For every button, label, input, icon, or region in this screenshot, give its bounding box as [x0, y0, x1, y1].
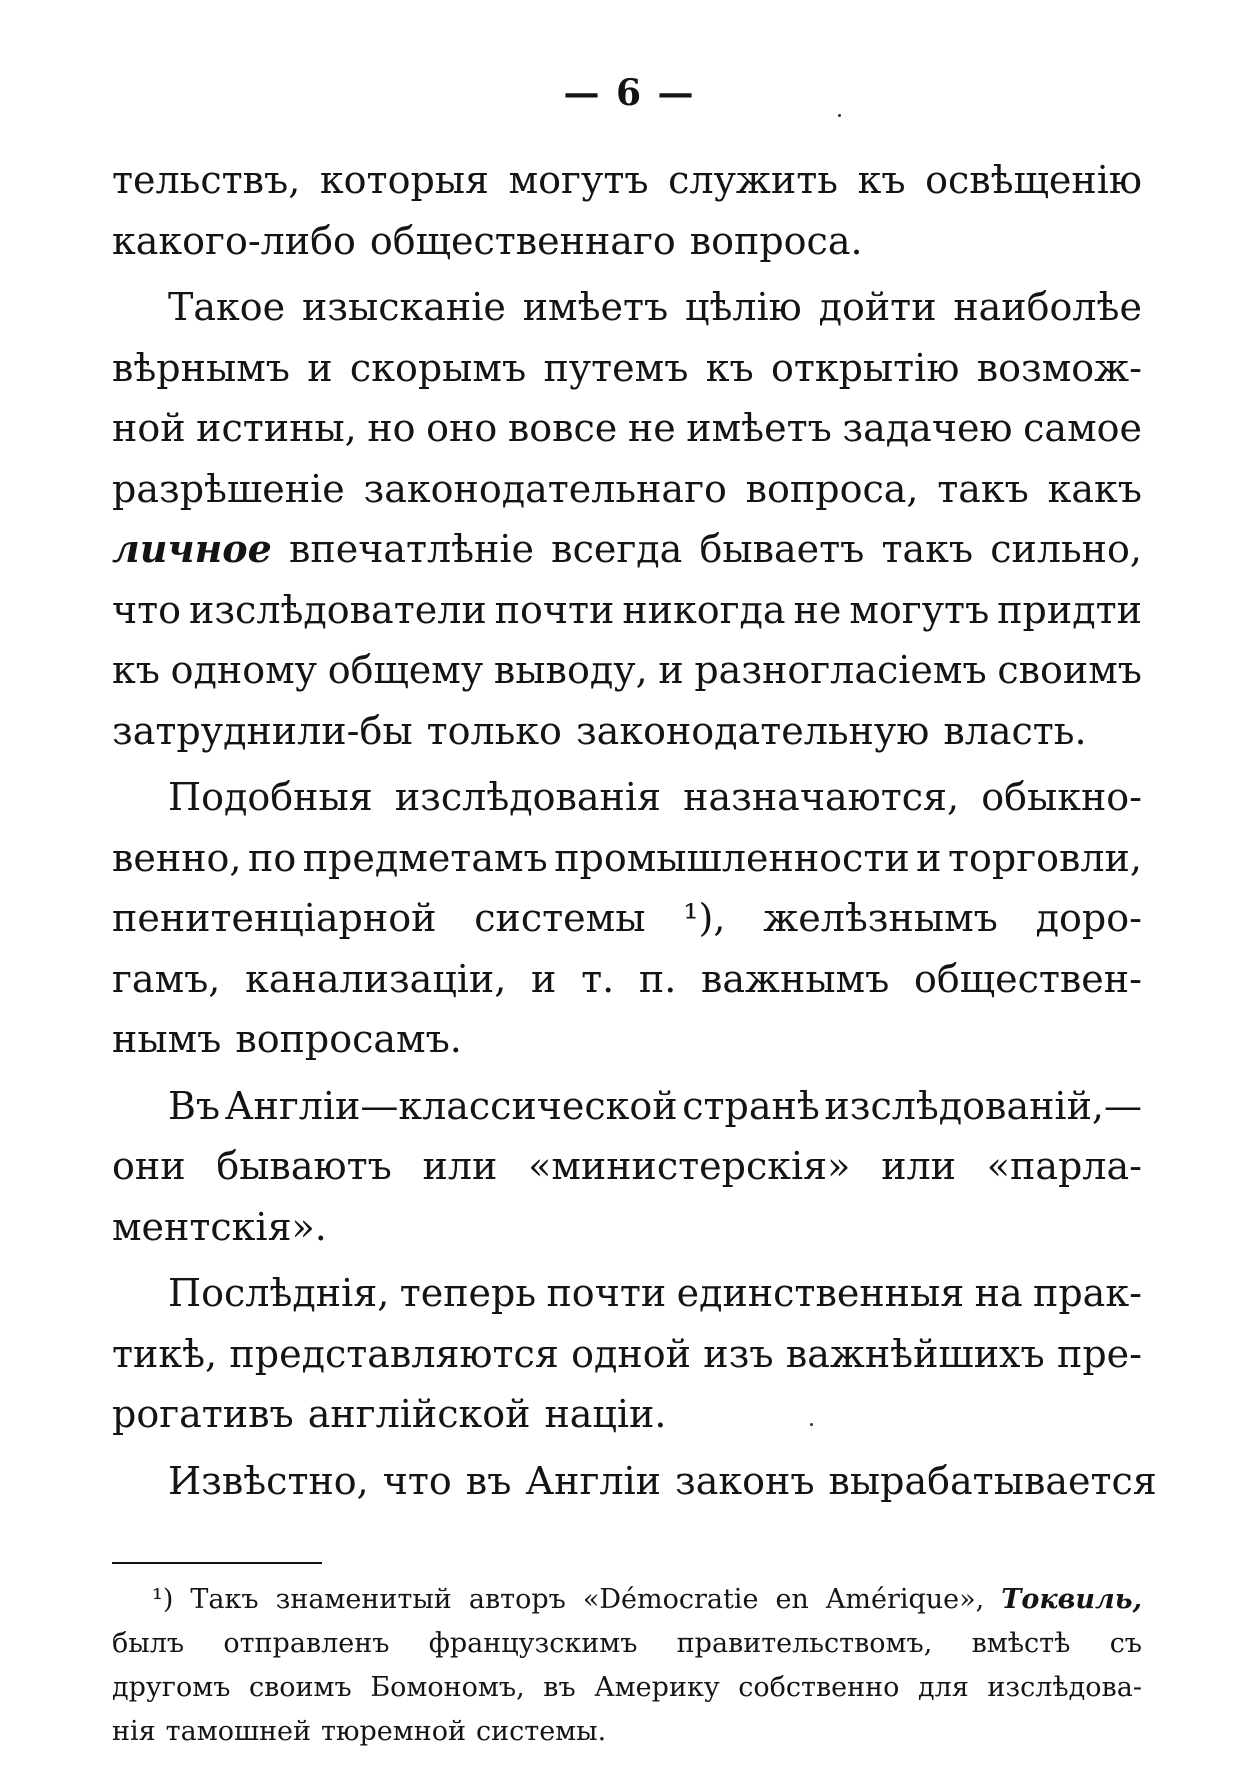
word: цѣлію — [685, 285, 802, 329]
word: обыкно- — [981, 775, 1142, 819]
footnote-line — [112, 1666, 1142, 1710]
word: важнѣйшихъ — [785, 1331, 1045, 1376]
text-line — [112, 1263, 1142, 1324]
word: бываетъ — [699, 527, 865, 571]
word: вопроса, — [745, 466, 919, 511]
word: назначаются, — [683, 775, 960, 819]
word: служить — [668, 158, 838, 202]
text-line — [112, 767, 1142, 828]
word: канализаціи, — [245, 956, 507, 1001]
text-line — [112, 580, 1142, 641]
text-line — [112, 1197, 1142, 1258]
text-line — [112, 949, 1142, 1010]
footnote-word: французскимъ — [428, 1628, 638, 1659]
word: законодательнаго — [363, 466, 727, 511]
word: Въ — [168, 1083, 221, 1128]
word: «парла- — [986, 1144, 1142, 1188]
word: никогда — [622, 587, 786, 632]
footnote-line — [112, 1710, 1142, 1754]
word: обществен- — [914, 956, 1142, 1001]
word: такъ — [937, 466, 1029, 511]
text-line — [112, 1136, 1142, 1197]
word: какого-либо — [112, 218, 356, 263]
word: придти — [997, 587, 1142, 632]
footnote-word: нія — [112, 1716, 156, 1747]
word: задачею — [842, 406, 1013, 450]
footnote-line — [112, 1578, 1142, 1622]
word: Англіи—классической — [224, 1083, 678, 1128]
text-line — [112, 277, 1142, 338]
word: впечатлѣніе — [288, 527, 535, 571]
word: что — [112, 587, 182, 632]
footnote-word: съ — [1109, 1628, 1142, 1659]
text-line — [112, 398, 1142, 459]
word: общему — [327, 648, 484, 692]
word: одному — [170, 648, 318, 692]
footnote-divider — [112, 1562, 322, 1564]
word: торговли, — [948, 835, 1142, 880]
word: бываютъ — [216, 1144, 392, 1188]
text-line — [112, 701, 1142, 762]
word: личное — [112, 526, 272, 571]
word: возмож- — [976, 345, 1142, 390]
word: истины, — [196, 406, 357, 450]
footnote-word: тамошней — [165, 1716, 312, 1747]
footnote-word: тюремной — [321, 1716, 467, 1747]
word: что — [382, 1458, 452, 1503]
word: наиболѣе — [953, 285, 1142, 329]
word: т. — [581, 956, 615, 1001]
text-line — [112, 1076, 1142, 1137]
text-line — [112, 640, 1142, 701]
footnote-word: въ — [543, 1672, 576, 1703]
text-line — [112, 211, 1142, 272]
footnote-word: собственно — [738, 1672, 900, 1703]
word: къ — [112, 648, 160, 692]
word: гамъ, — [112, 956, 221, 1001]
word: англійской — [307, 1392, 531, 1436]
word: Послѣднія, — [168, 1271, 390, 1315]
word: Англіи — [525, 1458, 662, 1503]
word: промышленности — [554, 835, 910, 880]
word: и — [916, 835, 942, 880]
word: Такое — [168, 285, 286, 329]
word: пенитенціарной — [112, 896, 437, 940]
word: изъ — [703, 1331, 774, 1376]
footnote-word: Бомономъ, — [370, 1672, 525, 1703]
word: какъ — [1047, 466, 1142, 511]
word: могутъ — [508, 158, 649, 202]
body-text — [112, 150, 1157, 1511]
word: къ — [857, 158, 906, 202]
text-line — [112, 459, 1142, 520]
footnote-word: en — [775, 1584, 809, 1615]
footnote-word: другомъ — [112, 1672, 231, 1703]
text-line — [112, 888, 1142, 949]
word: и — [531, 956, 557, 1001]
word: выводу, — [493, 648, 648, 692]
word: почти — [546, 1271, 667, 1315]
word: прак- — [1033, 1271, 1142, 1315]
word: въ — [465, 1458, 512, 1503]
word: нымъ — [112, 1017, 222, 1061]
footnote-word: Такъ — [190, 1584, 259, 1615]
page-number: — 6 — — [563, 72, 696, 114]
word: «министерскія» — [528, 1144, 851, 1188]
word: не — [627, 406, 676, 450]
word: они — [112, 1144, 186, 1188]
footnote-word: знаменитый — [275, 1584, 452, 1615]
word: п. — [638, 956, 677, 1001]
word: и — [658, 648, 684, 692]
word: представляются — [229, 1331, 559, 1376]
word: законодательную — [575, 708, 930, 753]
footnote-word: былъ — [112, 1628, 185, 1659]
footnote-word: системы. — [476, 1716, 607, 1747]
word: рогативъ — [112, 1392, 294, 1436]
text-line — [112, 338, 1142, 399]
word: но — [367, 406, 416, 450]
word: странѣ — [682, 1083, 820, 1128]
word: ¹), — [683, 896, 726, 940]
footnote-word: ¹) — [152, 1584, 174, 1615]
word: только — [426, 708, 562, 753]
text-line — [112, 1009, 1142, 1070]
footnote-word: авторъ — [468, 1584, 566, 1615]
word: тикѣ, — [112, 1331, 218, 1376]
footnote-line — [112, 1622, 1142, 1666]
word: къ — [705, 345, 754, 390]
word: пре- — [1057, 1331, 1142, 1376]
footnote-word: вмѣстѣ — [971, 1628, 1071, 1659]
word: которыя — [319, 158, 489, 202]
word: вовсе — [507, 406, 618, 450]
text-line — [112, 1384, 1142, 1445]
word: дойти — [818, 285, 937, 329]
word: законъ — [675, 1458, 815, 1503]
word: оно — [426, 406, 498, 450]
text-line — [112, 1451, 1157, 1512]
word: изслѣдованія — [394, 775, 662, 819]
word: системы — [474, 896, 646, 940]
paper-speck — [810, 1423, 813, 1426]
word: изслѣдователи — [189, 587, 487, 632]
word: или — [881, 1144, 956, 1188]
word: предметамъ — [302, 835, 548, 880]
word: разногласіемъ — [694, 648, 987, 692]
footnote-word: «Démocratie — [582, 1584, 759, 1615]
word: самое — [1023, 406, 1142, 450]
word: изысканіе — [301, 285, 506, 329]
word: путемъ — [543, 345, 689, 390]
footnote-word: изслѣдова- — [987, 1672, 1142, 1703]
word: ной — [112, 406, 186, 450]
word: вырабатывается — [828, 1458, 1157, 1503]
word: могутъ — [849, 587, 990, 632]
word: такъ — [881, 527, 974, 571]
footnote-word: Amérique», — [825, 1584, 985, 1615]
footnote-word: для — [917, 1672, 969, 1703]
word: власть. — [943, 708, 1087, 753]
word: желѣзнымъ — [763, 896, 998, 940]
word: вѣрнымъ — [112, 345, 290, 390]
word: имѣетъ — [522, 285, 669, 329]
word: всегда — [551, 527, 683, 571]
footnote — [112, 1578, 1142, 1754]
word: затруднили-бы — [112, 708, 413, 753]
word: по — [248, 835, 297, 880]
word: единственныя — [676, 1271, 965, 1315]
word: общественнаго — [369, 218, 676, 263]
word: имѣетъ — [686, 406, 832, 450]
word: на — [974, 1271, 1023, 1315]
word: теперь — [399, 1271, 537, 1315]
word: Извѣстно, — [168, 1458, 369, 1503]
word: одной — [571, 1331, 691, 1376]
word: почти — [494, 587, 615, 632]
word: ментскія». — [112, 1204, 327, 1249]
word: своимъ — [997, 648, 1142, 692]
word: вопросамъ. — [235, 1017, 462, 1061]
word: важнымъ — [700, 956, 890, 1001]
word: Подобныя — [168, 775, 373, 819]
word: открытію — [770, 345, 960, 390]
word: и — [307, 345, 333, 390]
word: венно, — [112, 835, 242, 880]
paper-speck — [838, 114, 841, 117]
text-line — [112, 1324, 1142, 1385]
word: не — [793, 587, 842, 632]
word: разрѣшеніе — [112, 466, 345, 511]
text-line — [112, 828, 1142, 889]
word: или — [422, 1144, 498, 1188]
footnote-word: своимъ — [248, 1672, 352, 1703]
footnote-word: Токвиль, — [1001, 1584, 1142, 1615]
text-line — [112, 519, 1142, 580]
footnote-word: отправленъ — [223, 1628, 390, 1659]
word: скорымъ — [349, 345, 527, 390]
word: сильно, — [990, 527, 1142, 571]
word: освѣщенію — [925, 158, 1142, 202]
word: вопроса. — [689, 218, 863, 263]
footnote-word: Америку — [594, 1672, 720, 1703]
word: тельствъ, — [112, 158, 301, 202]
word: націи. — [544, 1392, 667, 1436]
word: доро- — [1035, 896, 1142, 940]
text-line — [112, 150, 1142, 211]
footnote-word: правительствомъ, — [676, 1628, 933, 1659]
word: изслѣдованій,— — [824, 1083, 1142, 1128]
